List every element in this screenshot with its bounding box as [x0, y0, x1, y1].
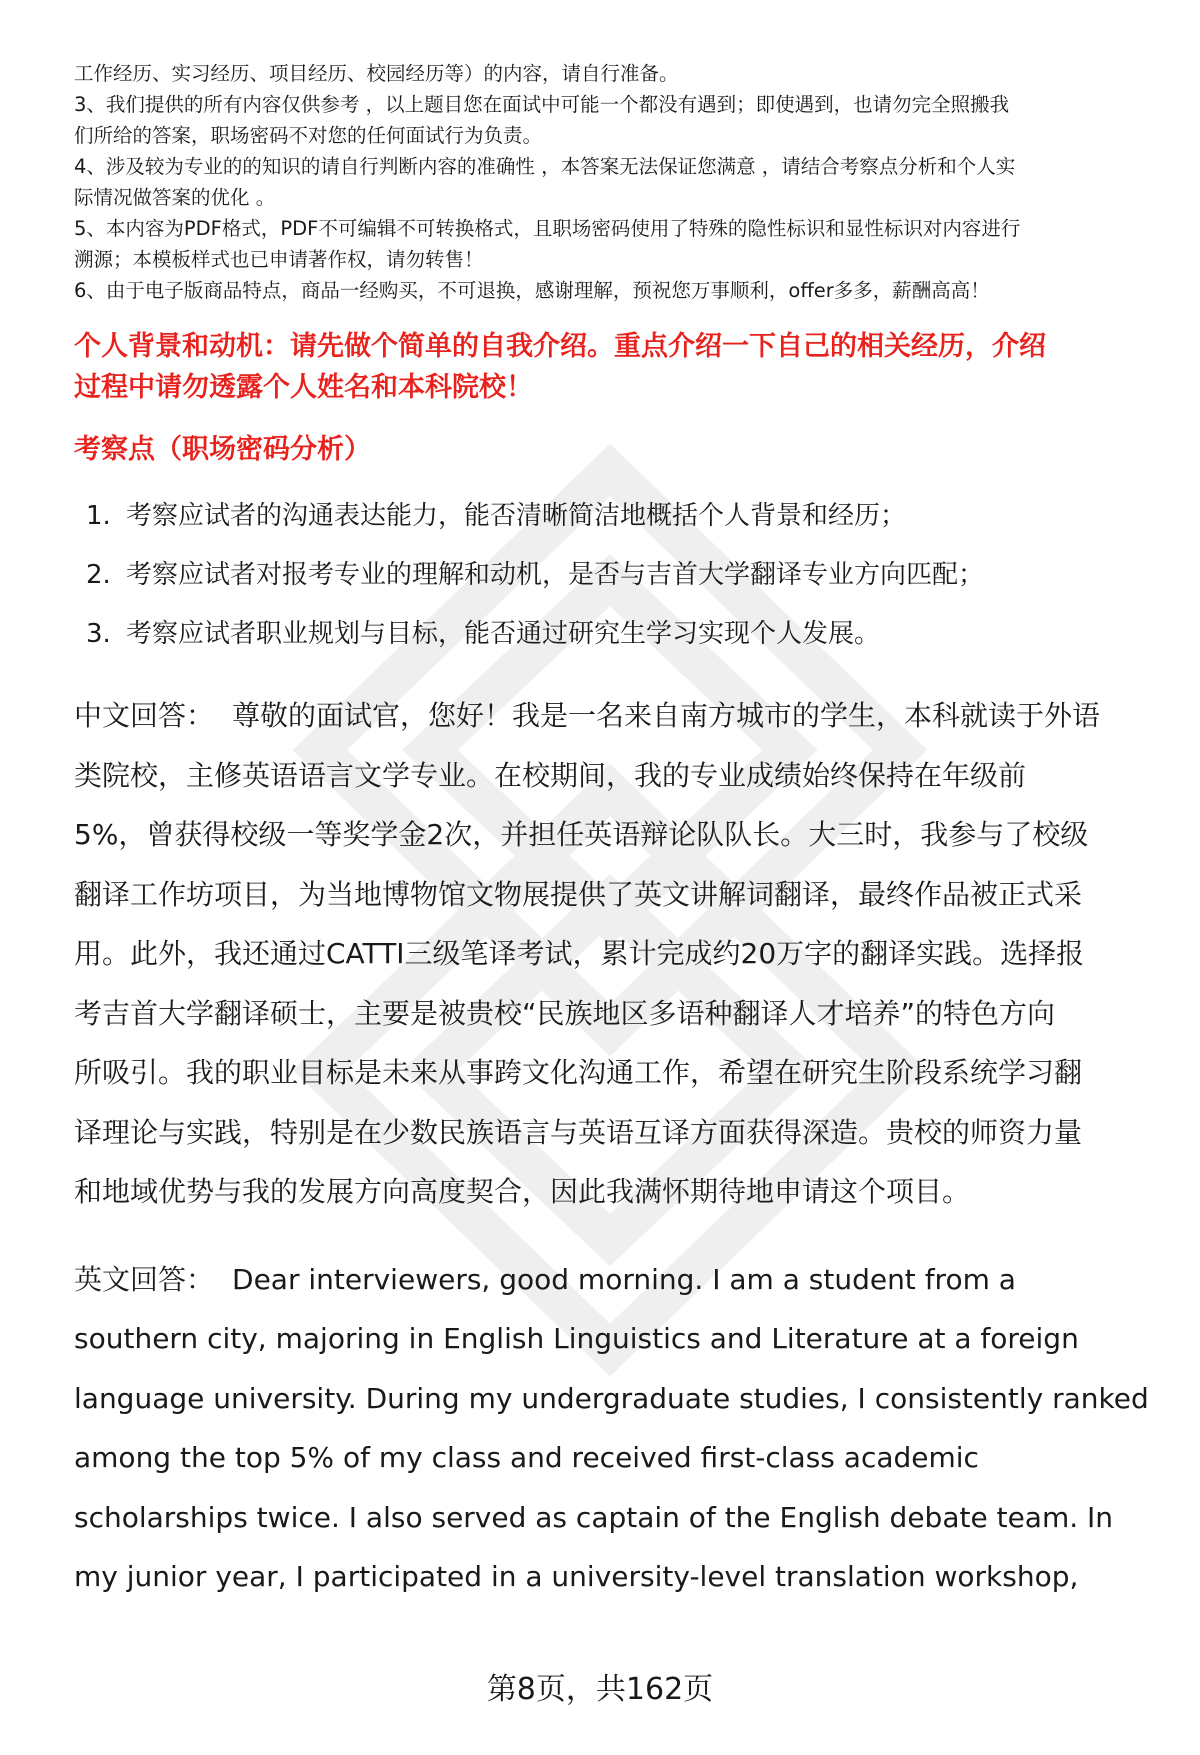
answer-line: my junior year, I participated in a university-level translation workshop, [74, 1560, 1079, 1593]
answer-line: language university. During my undergraduate studies, I consistently ranked [74, 1381, 1149, 1415]
analysis-point [74, 496, 1164, 536]
notice-line: 5、本内容为PDF格式，PDF不可编辑不可转换格式，且职场密码使用了特殊的隐性标识和显性标识对内容进行 [74, 217, 1021, 240]
notice-line: 溯源；本模板样式也已申请著作权，请勿转售！ [74, 248, 484, 271]
notice-line: 3、我们提供的所有内容仅供参考 ，以上题目您在面试中可能一个都没有遇到；即使遇到，也请勿完全照搬我 [74, 93, 1010, 116]
answer-text: Dear interviewers, good morning. I am a student from a [232, 1262, 1016, 1296]
point-number: 3. [86, 619, 111, 649]
chinese-answer [74, 686, 1164, 1222]
point-number: 2. [86, 560, 111, 590]
answer-text: 尊敬的面试官，您好！我是一名来自南方城市的学生，本科就读于外语 [232, 699, 1101, 732]
point-text: 考察应试者职业规划与目标，能否通过研究生学习实现个人发展。 [126, 619, 881, 649]
point-number: 1. [86, 501, 111, 531]
answer-line: 所吸引。我的职业目标是未来从事跨文化沟通工作，希望在研究生阶段系统学习翻 [74, 1056, 1083, 1089]
answer-line: among the top 5% of my class and received first-class academic [74, 1441, 979, 1474]
notice-line: 4、涉及较为专业的的知识的请自行判断内容的准确性 ，本答案无法保证您满意 ，请结合考察点分析和个人实 [74, 155, 1016, 178]
answer-line: 和地域优势与我的发展方向高度契合，因此我满怀期待地申请这个项目。 [74, 1175, 971, 1208]
notice-line: 们所给的答案，职场密码不对您的任何面试行为负责。 [74, 124, 543, 147]
interview-question [74, 326, 1164, 408]
notice-block [74, 58, 1164, 306]
answer-line: 用。此外，我还通过CATTI三级笔译考试，累计完成约20万字的翻译实践。选择报 [74, 937, 1085, 970]
analysis-title: 考察点（职场密码分析） [74, 434, 371, 465]
english-answer [74, 1250, 1164, 1607]
point-text: 考察应试者的沟通表达能力，能否清晰简洁地概括个人背景和经历； [126, 501, 907, 531]
answer-line: 考吉首大学翻译硕士，主要是被贵校“民族地区多语种翻译人才培养”的特色方向 [74, 996, 1056, 1030]
notice-line: 工作经历、实习经历、项目经历、校园经历等）的内容，请自行准备。 [74, 62, 679, 85]
notice-line: 6、由于电子版商品特点，商品一经购买，不可退换，感谢理解，预祝您万事顺利，offer多多，薪酬高高！ [74, 279, 990, 302]
answer-label: 英文回答： [74, 1262, 215, 1296]
question-line: 过程中请勿透露个人姓名和本科院校！ [74, 372, 533, 403]
notice-line: 际情况做答案的优化 。 [74, 186, 276, 209]
page-number: 第8页，共162页 [486, 1672, 714, 1707]
answer-line [74, 686, 1164, 746]
analysis-point [74, 555, 1164, 595]
answer-line: 译理论与实践，特别是在少数民族语言与英语互译方面获得深造。贵校的师资力量 [74, 1115, 1083, 1149]
analysis-point [74, 614, 1164, 654]
answer-line: 翻译工作坊项目，为当地博物馆文物展提供了英文讲解词翻译，最终作品被正式采 [74, 877, 1083, 911]
document-page [74, 58, 1164, 1607]
answer-line: scholarships twice. I also served as captain of the English debate team. In [74, 1500, 1114, 1534]
answer-line [74, 1250, 1164, 1310]
answer-label: 中文回答： [74, 699, 215, 732]
question-line: 个人背景和动机：请先做个简单的自我介绍。重点介绍一下自己的相关经历，介绍 [74, 331, 1046, 362]
answer-line: southern city, majoring in English Linguistics and Literature at a foreign [74, 1322, 1079, 1355]
analysis-points [74, 496, 1164, 654]
point-text: 考察应试者对报考专业的理解和动机，是否与吉首大学翻译专业方向匹配； [126, 560, 985, 590]
answer-line: 5%，曾获得校级一等奖学金2次，并担任英语辩论队队长。大三时，我参与了校级 [74, 818, 1089, 851]
answer-line: 类院校，主修英语语言文学专业。在校期间，我的专业成绩始终保持在年级前 [74, 758, 1027, 792]
